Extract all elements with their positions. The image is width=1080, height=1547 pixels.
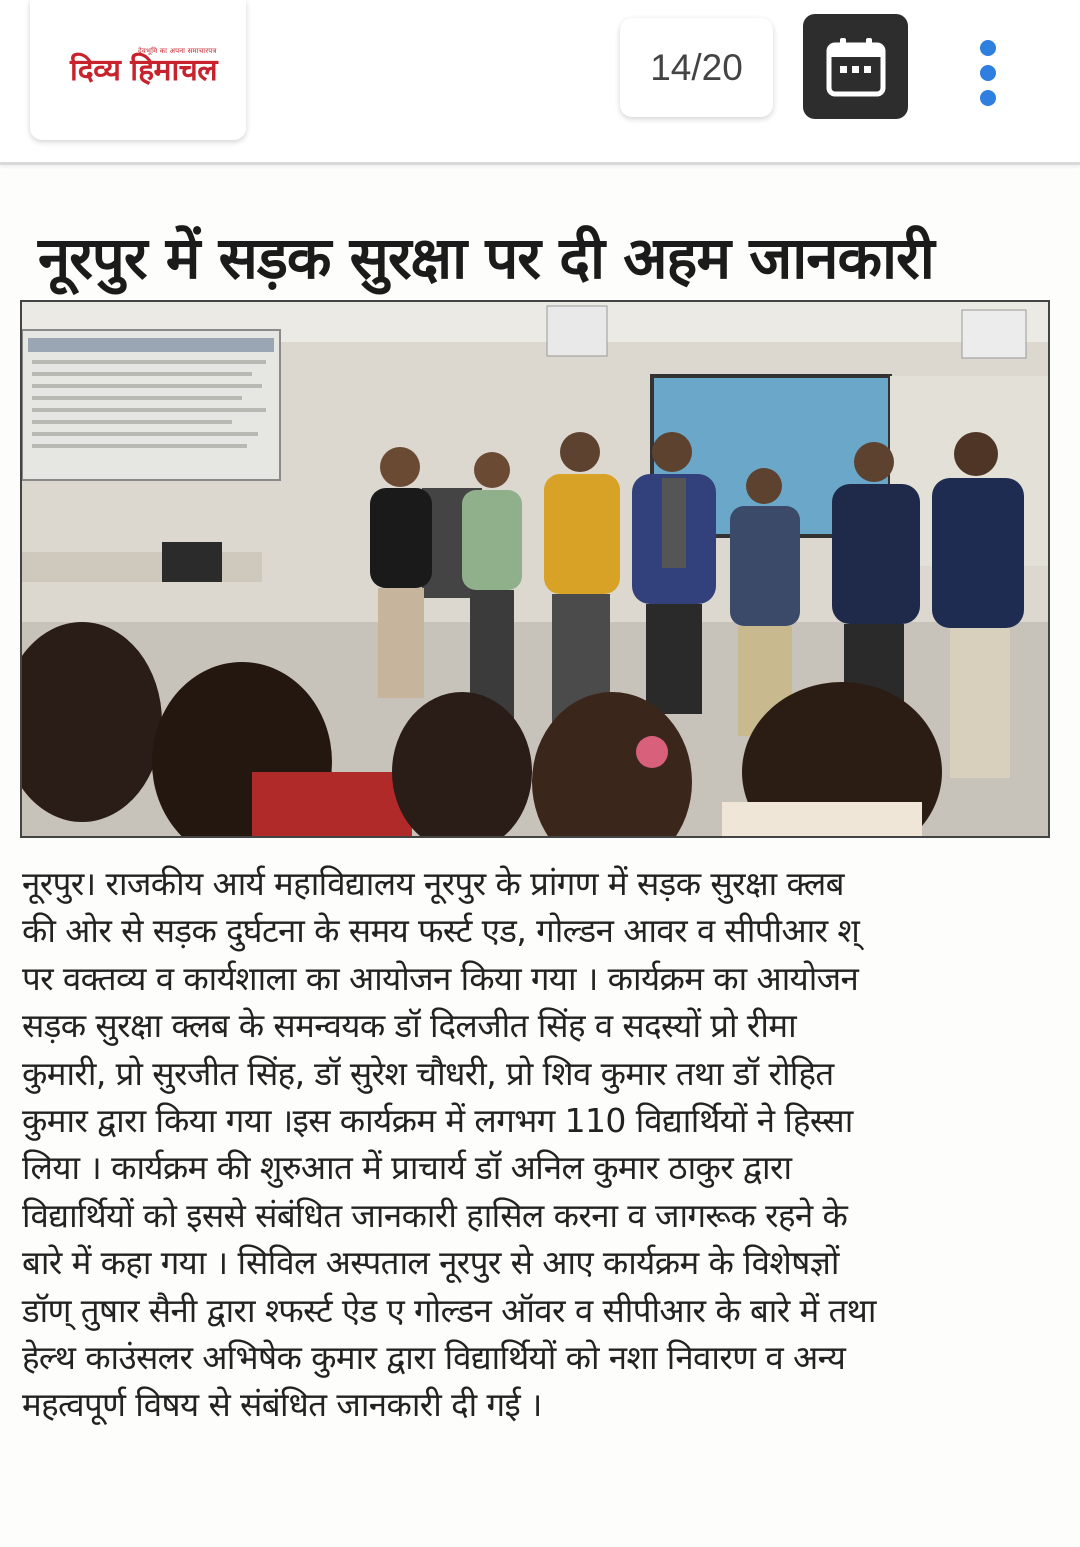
article-photo[interactable] bbox=[20, 300, 1050, 838]
article-line: नूरपुर। राजकीय आर्य महाविद्यालय नूरपुर के प्रांगण में सड़क सुरक्षा क्लब bbox=[22, 864, 844, 903]
more-options-button[interactable] bbox=[966, 40, 1010, 106]
logo-tagline: देवभूमि का अपना समाचारपत्र bbox=[138, 47, 217, 55]
app-header bbox=[0, 0, 1080, 165]
menu-dot bbox=[980, 65, 996, 81]
article-line: पर वक्तव्य व कार्यशाला का आयोजन किया गया । कार्यक्रम का आयोजन bbox=[22, 958, 859, 998]
calendar-button[interactable] bbox=[803, 14, 908, 119]
group-photo-illustration bbox=[22, 302, 1048, 836]
article-line: कुमारी, प्रो सुरजीत सिंह, डॉ सुरेश चौधरी, प्रो शिव कुमार तथा डॉ रोहित bbox=[22, 1053, 834, 1093]
newspaper-logo[interactable] bbox=[30, 0, 246, 140]
page-counter-button[interactable] bbox=[620, 18, 773, 117]
more-vertical-icon bbox=[980, 40, 996, 56]
logo-text: दिव्य हिमाचल bbox=[70, 53, 218, 88]
article-body bbox=[22, 860, 1058, 1429]
article-line: डॉण् तुषार सैनी द्वारा श्फर्स्ट ऐड ए गोल्डन ऑवर व सीपीआर के बारे में तथा bbox=[22, 1290, 876, 1330]
article-line: लिया । कार्यक्रम की शुरुआत में प्राचार्य डॉ अनिल कुमार ठाकुर द्वारा bbox=[22, 1148, 792, 1188]
article-line: महत्वपूर्ण विषय से संबंधित जानकारी दी गई । bbox=[22, 1385, 542, 1425]
article-line: की ओर से सड़क दुर्घटना के समय फर्स्ट एड, गोल्डन आवर व सीपीआर श् bbox=[22, 911, 860, 951]
menu-dot bbox=[980, 90, 996, 106]
article-line: हेल्थ काउंसलर अभिषेक कुमार द्वारा विद्यार्थियों को नशा निवारण व अन्य bbox=[22, 1338, 846, 1378]
article-line: सड़क सुरक्षा क्लब के समन्वयक डॉ दिलजीत सिंह व सदस्यों प्रो रीमा bbox=[22, 1006, 797, 1046]
article-line: कुमार द्वारा किया गया ।इस कार्यक्रम में लगभग 110 विद्यार्थियों ने हिस्सा bbox=[22, 1101, 853, 1141]
article-headline: नूरपुर में सड़क सुरक्षा पर दी अहम जानकारी bbox=[38, 224, 934, 292]
article-line: विद्यार्थियों को इससे संबंधित जानकारी हासिल करना व जागरूक रहने के bbox=[22, 1195, 848, 1235]
article-line: बारे में कहा गया । सिविल अस्पताल नूरपुर से आए कार्यक्रम के विशेषज्ञों bbox=[22, 1243, 839, 1283]
calendar-icon bbox=[825, 36, 887, 98]
page-counter-label: 14/20 bbox=[650, 46, 743, 88]
